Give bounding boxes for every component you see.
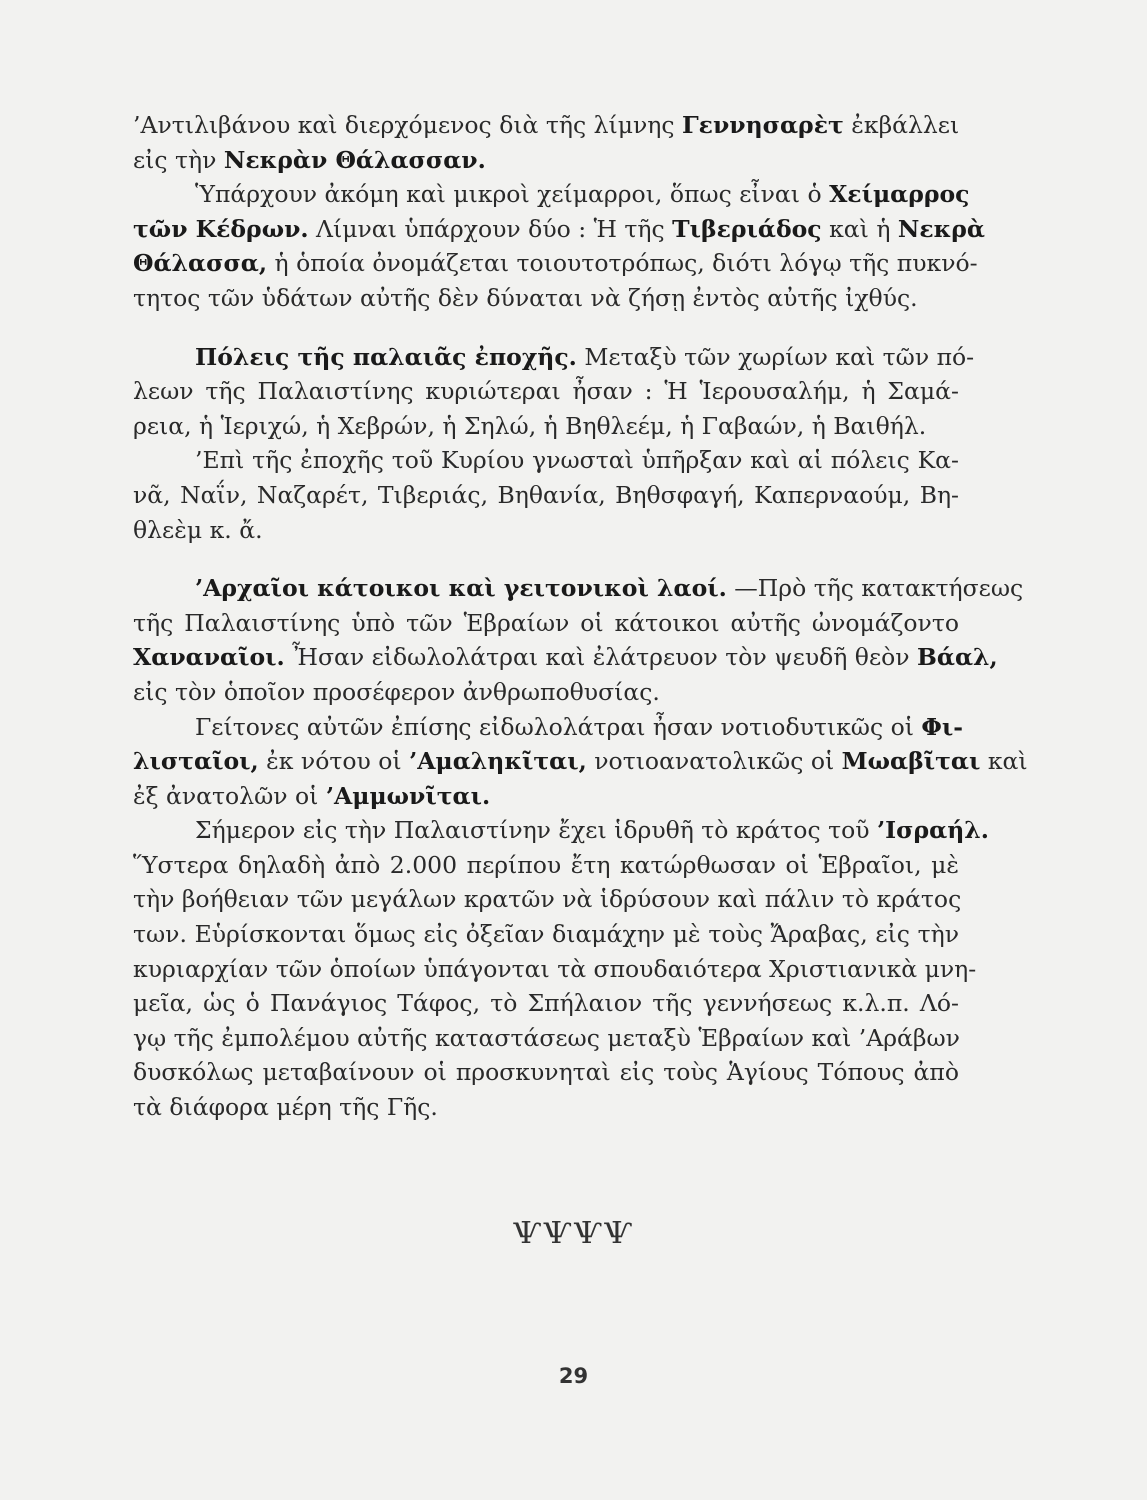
body-text (133, 108, 1028, 1125)
text-line (133, 779, 959, 814)
paragraph-5 (133, 571, 1024, 709)
text-line: τητος τῶν ὑδάτων αὐτῆς δὲν δύναται νὰ ζήσῃ ἐντὸς αὐτῆς ἰχθύς. (133, 283, 918, 312)
text-run: ἐξ ἀνατολῶν οἱ (133, 781, 326, 810)
bold-term: Νεκρὰν Θάλασσαν. (223, 145, 486, 174)
bold-term: Τιβεριάδος (672, 214, 822, 243)
text-line: θλεὲμ κ. ἄ. (133, 515, 263, 544)
bold-term: Χείμαρρος (829, 180, 970, 209)
page-number: 29 (558, 1364, 589, 1388)
text-run: ἐκβάλλει (843, 111, 960, 139)
bold-term: λισταῖοι, (133, 747, 259, 776)
bold-term: Βάαλ, (917, 643, 998, 672)
text-line: λεων τῆς Παλαιστίνης κυριώτεραι ἦσαν : Ἡ Ἱερουσαλήμ, ἡ Σαμά- (133, 377, 959, 406)
bold-term: Νεκρὰ (897, 214, 985, 243)
text-run: ἐκ νότου οἱ (258, 747, 410, 776)
bold-term: ’Ισραήλ. (876, 816, 989, 845)
text-line: γῳ τῆς ἐμπολέμου αὐτῆς καταστάσεως μεταξὺ Ἑβραίων καὶ ’Αράβων (133, 1023, 960, 1052)
text-run: καὶ (980, 747, 1028, 776)
text-line (133, 246, 978, 281)
text-line (133, 212, 985, 247)
bold-term: ’Αμαληκῖται, (409, 747, 587, 776)
text-run: Ὑπάρχουν ἀκόμη καὶ μικροὶ χείμαρροι, ὅπως εἶναι ὁ (195, 180, 830, 209)
bold-term: Χαναναῖοι. (133, 643, 285, 672)
text-line (133, 640, 998, 675)
bold-term: Θάλασσα, (133, 249, 268, 278)
text-run: ἡ ὁποία ὀνομάζεται τοιουτοτρόπως, διότι λόγῳ τῆς πυκνό- (267, 249, 978, 278)
text-line (133, 177, 970, 212)
text-line: τὰ διάφορα μέρη τῆς Γῆς. (133, 1093, 438, 1122)
text-line: κυριαρχίαν τῶν ὁποίων ὑπάγονται τὰ σπουδαιότερα Χριστιανικὰ μνη- (133, 954, 977, 983)
text-line: εἰς τὸν ὁποῖον προσέφερον ἀνθρωποθυσίας. (133, 677, 660, 706)
text-line: μεῖα, ὡς ὁ Πανάγιος Τάφος, τὸ Σπήλαιον τῆς γεννήσεως κ.λ.π. Λό- (133, 989, 959, 1018)
text-line (133, 108, 959, 143)
text-run: νοτιοανατολικῶς οἱ (586, 747, 842, 776)
paragraph-7 (133, 813, 989, 1124)
text-run: Σήμερον εἰς τὴν Παλαιστίνην ἔχει ἱδρυθῆ τὸ κράτος τοῦ (195, 816, 877, 845)
decorative-ornament: ѰѰѰѰ (512, 1216, 635, 1251)
text-line (133, 143, 959, 178)
text-run: Ἦσαν εἰδωλολάτραι καὶ ἐλάτρευον τὸν ψευδῆ θεὸν (284, 643, 918, 672)
bold-term: Γεννησαρὲτ (681, 111, 844, 139)
text-line: νᾶ, Ναΐν, Ναζαρέτ, Τιβεριάς, Βηθανία, Βηθσφαγή, Καπερναούμ, Βη- (133, 480, 959, 509)
text-line (133, 813, 989, 848)
text-run: ’Επὶ τῆς ἐποχῆς τοῦ Κυρίου γνωσταὶ ὑπῆρξαν καὶ αἱ πόλεις Κα- (195, 446, 959, 475)
bold-term: Φι- (921, 712, 964, 741)
text-run: Γείτονες αὐτῶν ἐπίσης εἰδωλολάτραι ἦσαν νοτιοδυτικῶς οἱ (195, 712, 922, 741)
section-heading: ’Αρχαῖοι κάτοικοι καὶ γειτονικοὶ λαοί. (195, 574, 727, 603)
text-run: ’Αντιλιβάνου καὶ διερχόμενος διὰ τῆς λίμνης (133, 111, 682, 139)
text-line (133, 710, 964, 745)
text-run: εἰς τὴν (133, 145, 224, 174)
text-run: Μεταξὺ τῶν χωρίων καὶ τῶν πό- (576, 342, 975, 371)
bold-term: ’Αμμωνῖται. (325, 781, 491, 810)
text-line (133, 443, 959, 478)
text-run: —Πρὸ τῆς κατακτήσεως (726, 574, 1024, 603)
text-line: των. Εὑρίσκονται ὅμως εἰς ὀξεῖαν διαμάχην μὲ τοὺς Ἄραβας, εἰς τὴν (133, 920, 959, 949)
text-line: δυσκόλως μεταβαίνουν οἱ προσκυνηταὶ εἰς τοὺς Ἁγίους Τόπους ἀπὸ (133, 1058, 959, 1087)
paragraph-1 (133, 108, 959, 177)
text-line (133, 571, 1024, 606)
paragraph-6 (133, 710, 1028, 814)
section-heading: Πόλεις τῆς παλαιᾶς ἐποχῆς. (195, 342, 577, 371)
text-run: καὶ ἡ (821, 214, 898, 243)
bold-term: τῶν Κέδρων. (133, 214, 309, 243)
text-line: Ὕστερα δηλαδὴ ἀπὸ 2.000 περίπου ἔτη κατώρθωσαν οἱ Ἑβραῖοι, μὲ (133, 850, 959, 879)
paragraph-4 (133, 443, 959, 547)
text-line: τῆς Παλαιστίνης ὑπὸ τῶν Ἑβραίων οἱ κάτοικοι αὐτῆς ὠνομάζοντο (133, 608, 959, 637)
paragraph-3 (133, 340, 975, 444)
text-line: τὴν βοήθειαν τῶν μεγάλων κρατῶν νὰ ἱδρύσουν καὶ πάλιν τὸ κράτος (133, 885, 962, 914)
text-line (133, 744, 1028, 779)
bold-term: Μωαβῖται (841, 747, 981, 776)
text-line: ρεια, ἡ Ἱεριχώ, ἡ Χεβρών, ἡ Σηλώ, ἡ Βηθλεέμ, ἡ Γαβαών, ἡ Βαιθήλ. (133, 411, 927, 440)
text-run: Λίμναι ὑπάρχουν δύο : Ἡ τῆς (308, 214, 673, 243)
text-line (133, 340, 975, 375)
paragraph-2 (133, 177, 985, 315)
